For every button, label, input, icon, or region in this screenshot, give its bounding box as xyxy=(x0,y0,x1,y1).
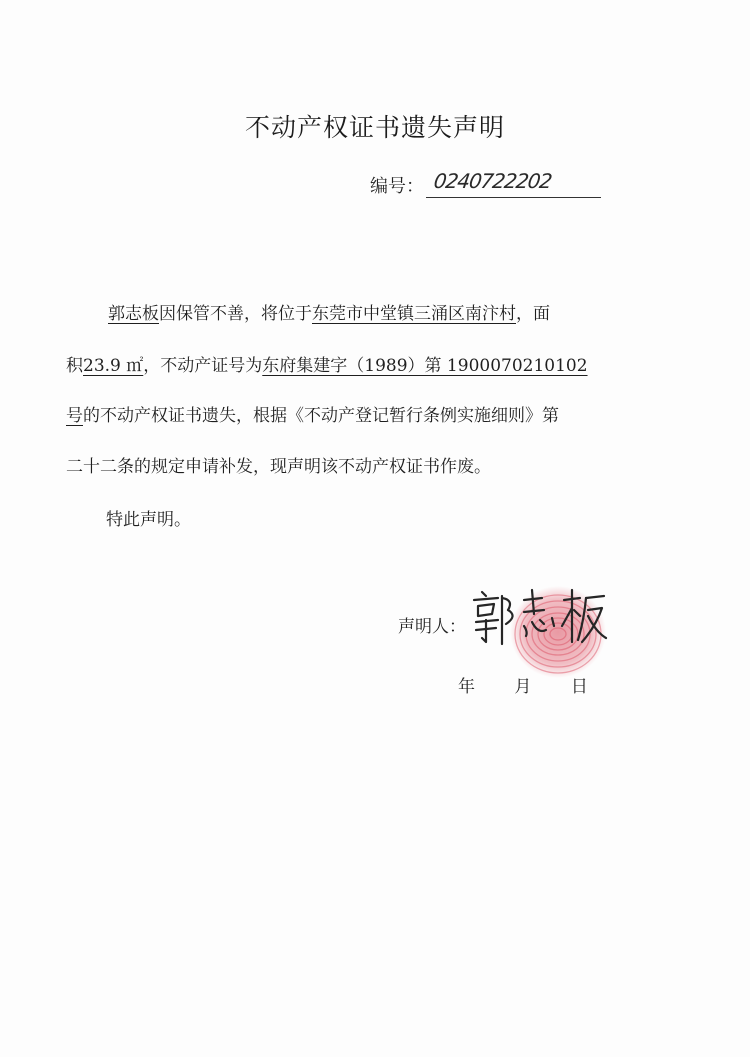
date-row xyxy=(458,672,588,697)
body-line-3 xyxy=(66,403,666,429)
document-number-row xyxy=(370,168,601,198)
property-area: 23.9 ㎡ xyxy=(83,356,144,376)
body-line-2 xyxy=(66,353,666,379)
body-line-1 xyxy=(108,301,708,327)
body-text: 号 xyxy=(66,406,83,426)
owner-name: 郭志板 xyxy=(108,304,159,324)
handwritten-signature xyxy=(468,580,608,660)
declarant-label: 声明人： xyxy=(398,617,466,637)
body-text: 积 xyxy=(66,356,83,376)
closing-statement: 特此声明。 xyxy=(106,510,191,530)
document-number-field xyxy=(426,169,601,198)
body-line-4: 二十二条的规定申请补发，现声明该不动产权证书作废。 xyxy=(66,457,491,477)
body-text: 因保管不善，将位于 xyxy=(159,304,312,324)
body-text: ，不动产证号为 xyxy=(143,356,263,376)
document-number-label: 编号： xyxy=(370,176,424,197)
property-location: 东莞市中堂镇三涌区南汴村 xyxy=(312,304,516,324)
date-month-label: 月 xyxy=(514,677,532,697)
document-title: 不动产权证书遗失声明 xyxy=(244,113,505,142)
body-text: 的不动产权证书遗失，根据《不动产登记暂行条例实施细则》第 xyxy=(83,406,559,426)
date-year-label: 年 xyxy=(458,677,475,697)
certificate-number: 东府集建字（1989）第 1900070210102 xyxy=(262,356,588,376)
date-day-label: 日 xyxy=(570,677,588,697)
body-text: ，面 xyxy=(516,304,550,324)
document-number-value: 0240722202 xyxy=(432,169,553,193)
